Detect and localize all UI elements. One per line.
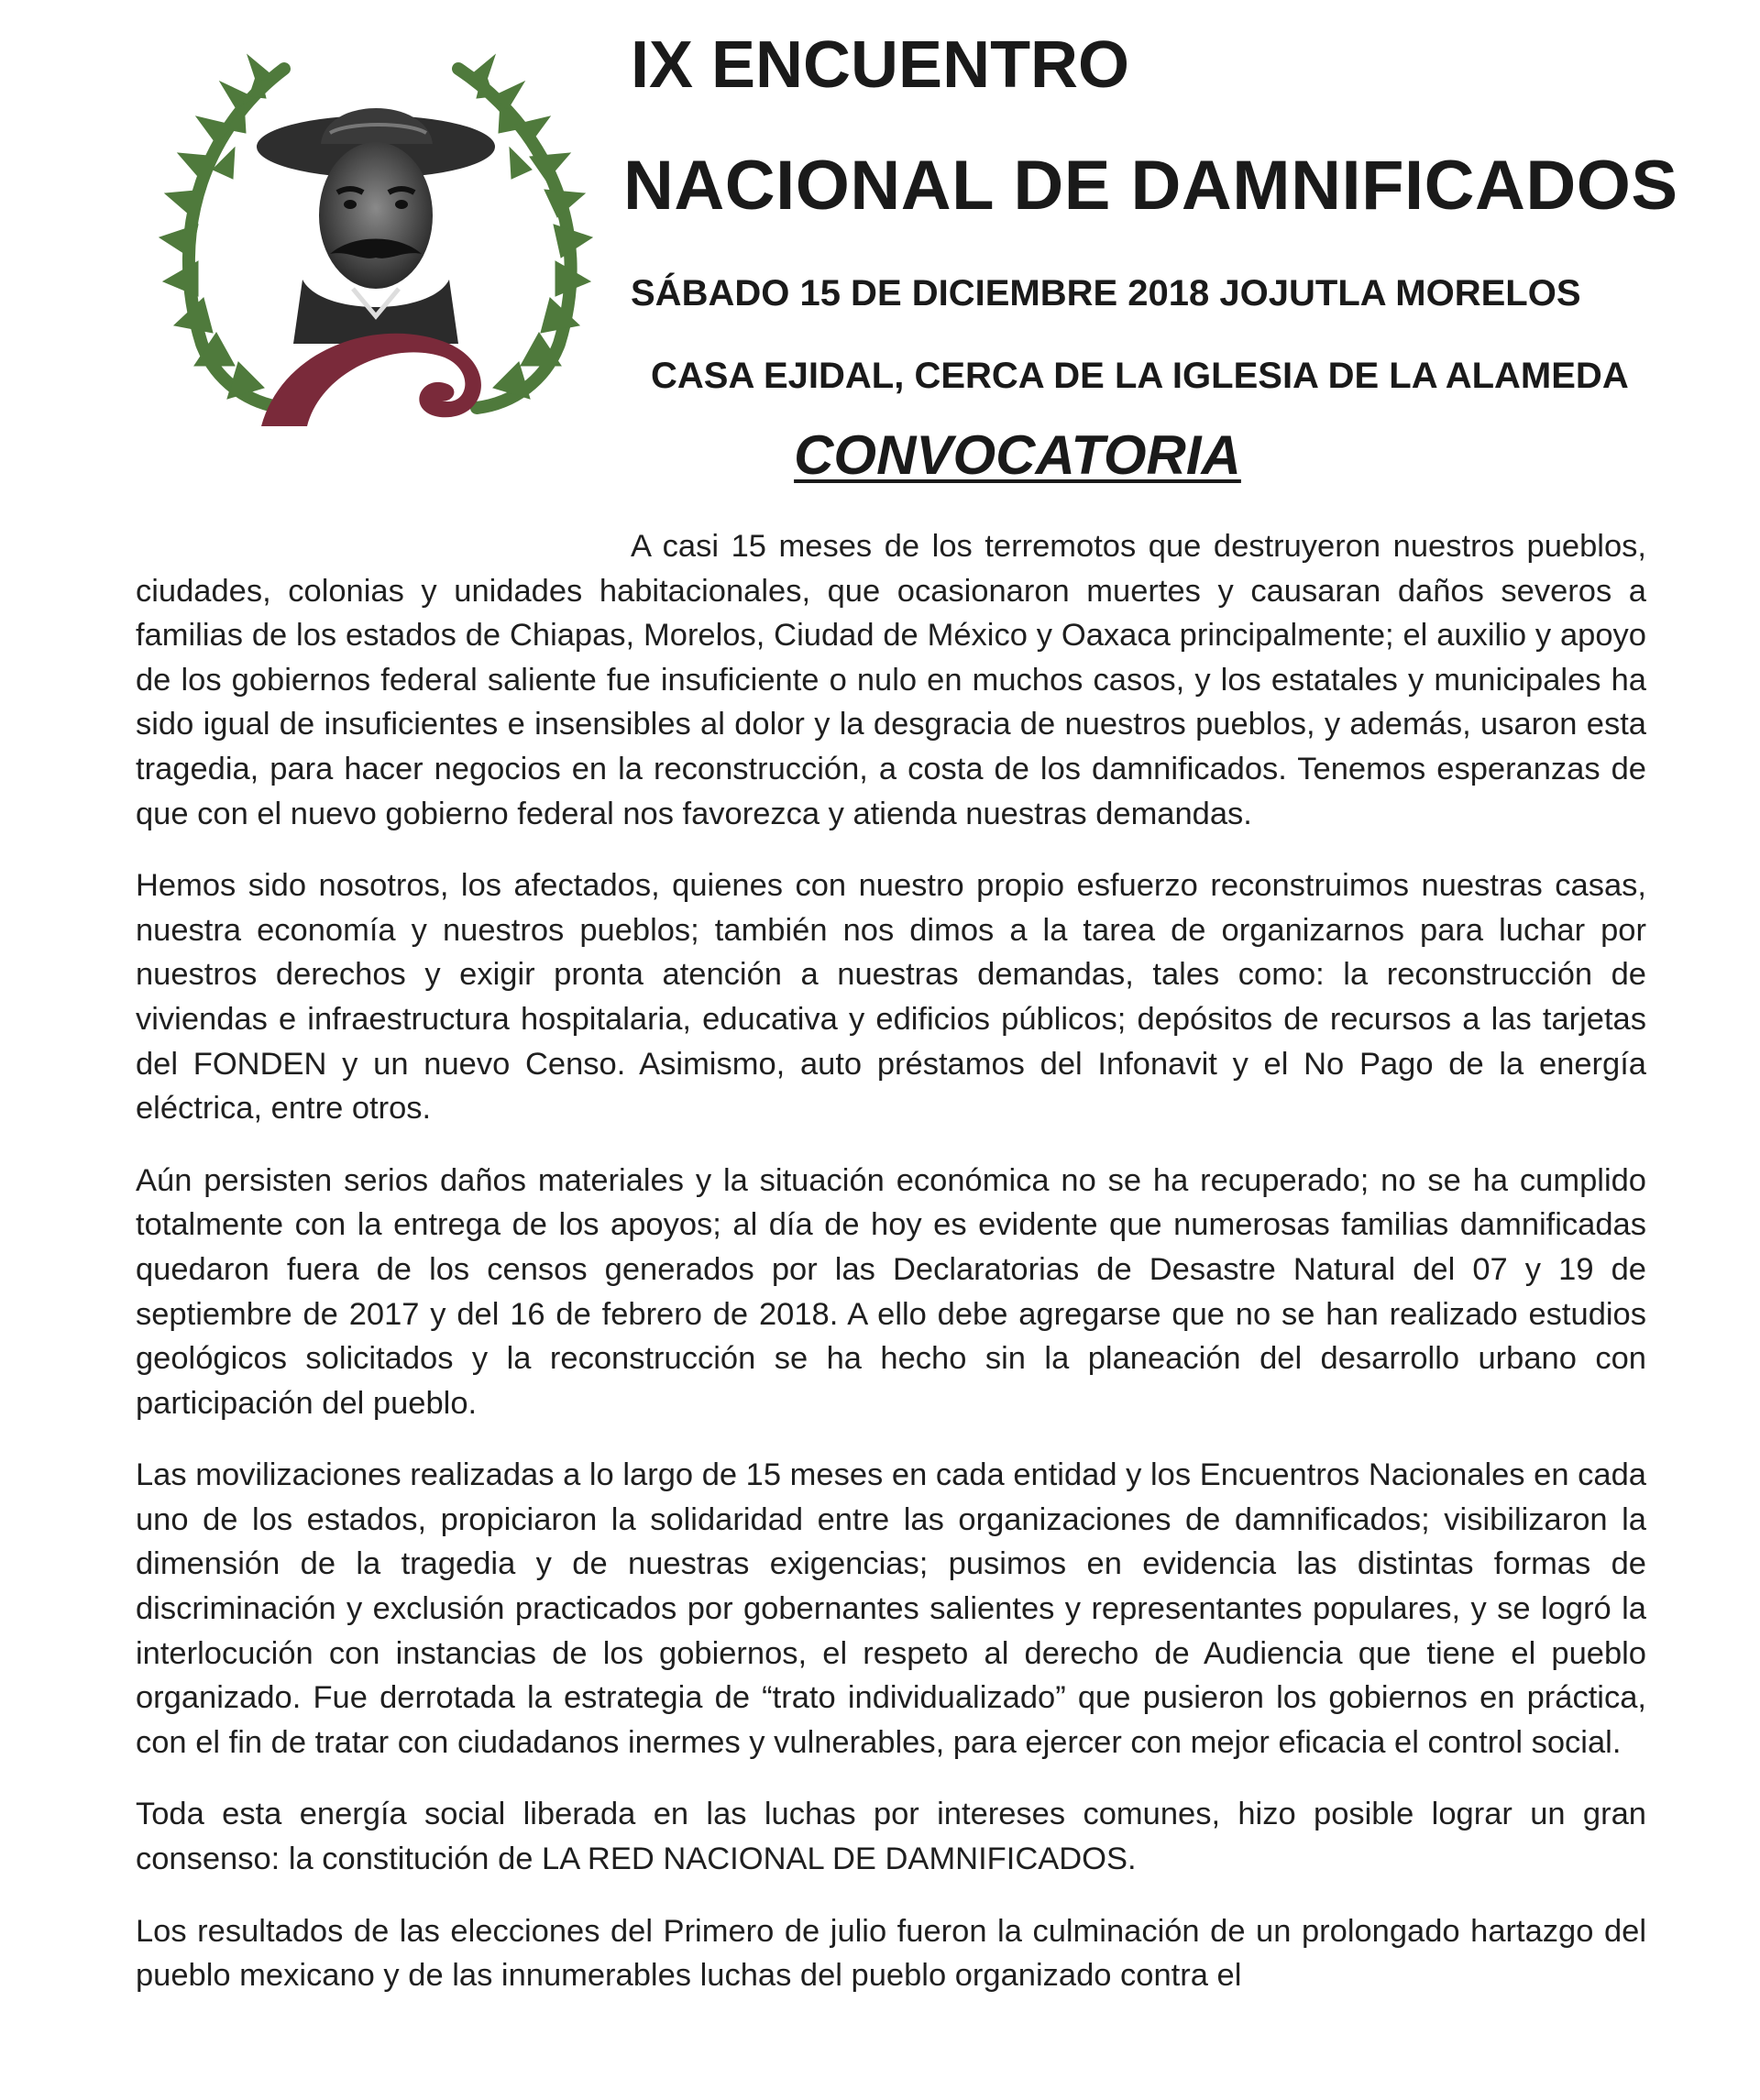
paragraph: Aún persisten serios daños materiales y la situación económica no se ha recuperado; no se ha cumplido totalmente con la entrega de los apoyos; al día de hoy es evidente que numerosas familias damnificadas quedaron fuera de los censos generados por las Declaratorias de Desastre Natural del 07 y 19 de septiembre de 2017 y del 16 de febrero de 2018. A ello debe agregarse que no se han realizado estudios geológicos solicitados y la reconstrucción se ha hecho sin la planeación del desarrollo urbano con participación del pueblo. bbox=[136, 1162, 1646, 1421]
paragraph: A casi 15 meses de los terremotos que destruyeron nuestros pueblos, ciudades, colonias y unidades habitacionales, que ocasionaron muertes y causaran daños severos a familias de los estados de Chiapas, Morelos, Ciudad de México y Oaxaca principalmente; el auxilio y apoyo de los gobiernos federal saliente fue insuficiente o nulo en muchos casos, y los estatales y municipales ha sido igual de insuficientes e insensibles al dolor y la desgracia de nuestros pueblos, y además, usaron esta tragedia, para hacer negocios en la reconstrucción, a costa de los damnificados. Tenemos esperanzas de que con el nuevo gobierno federal nos favorezca y atienda nuestras demandas. bbox=[136, 529, 1646, 831]
paragraph: Los resultados de las elecciones del Primero de julio fueron la culminación de un prolongado hartazgo del pueblo mexicano y de las innumerables luchas del pueblo organizado contra el bbox=[136, 1913, 1646, 1994]
right-laurel-icon bbox=[458, 55, 592, 408]
paragraph: Las movilizaciones realizadas a lo largo de 15 meses en cada entidad y los Encuentros Nacionales en cada uno de los estados, propiciaron la solidaridad entre las organizaciones de damnificados; visibilizaron la dimensión de la tragedia y de nuestras exigencias; pusimos en evidencia las distintas formas de discriminación y exclusión practicados por gobernantes salientes y representantes populares, y se logró la interlocución con instancias de los gobiernos, el respeto al derecho de Audiencia que tiene el pueblo organizado. Fue derrotada la estrategia de “trato individualizado” que pusieron los gobiernos en práctica, con el fin de tratar con ciudadanos inermes y vulnerables, para ejercer con mejor eficacia el control social. bbox=[136, 1457, 1646, 1760]
paragraph: Toda esta energía social liberada en las luchas por intereses comunes, hizo posible lograr un gran consenso: la constitución de LA RED NACIONAL DE DAMNIFICADOS. bbox=[136, 1797, 1646, 1877]
portrait-icon bbox=[257, 108, 495, 344]
event-date-location: SÁBADO 15 DE DICIEMBRE 2018 JOJUTLA MORELOS bbox=[631, 273, 1581, 313]
event-title-line-1: IX ENCUENTRO bbox=[631, 28, 1130, 102]
wave-swirl-icon bbox=[261, 334, 481, 426]
header-block bbox=[623, 27, 1751, 398]
paragraph: Hemos sido nosotros, los afectados, quienes con nuestro propio esfuerzo reconstruimos nuestras casas, nuestra economía y nuestros pueblos; también nos dimos a la tarea de organizarnos para luchar por nuestros derechos y exigir pronta atención a nuestras demandas, tales como: la reconstrucción de viviendas e infraestructura hospitalaria, educativa y edificios públicos; depósitos de recursos a las tarjetas del FONDEN y un nuevo Censo. Asimismo, auto préstamos del Infonavit y el No Pago de la energía eléctrica, entre otros. bbox=[136, 868, 1646, 1127]
left-laurel-icon bbox=[160, 55, 284, 408]
event-title-line-2: NACIONAL DE DAMNIFICADOS bbox=[623, 147, 1678, 225]
event-venue: CASA EJIDAL, CERCA DE LA IGLESIA DE LA ALAMEDA bbox=[651, 356, 1629, 396]
zapata-wreath-logo bbox=[147, 41, 614, 435]
document-body bbox=[136, 524, 1646, 2026]
convocatoria-heading: CONVOCATORIA bbox=[794, 424, 1241, 486]
